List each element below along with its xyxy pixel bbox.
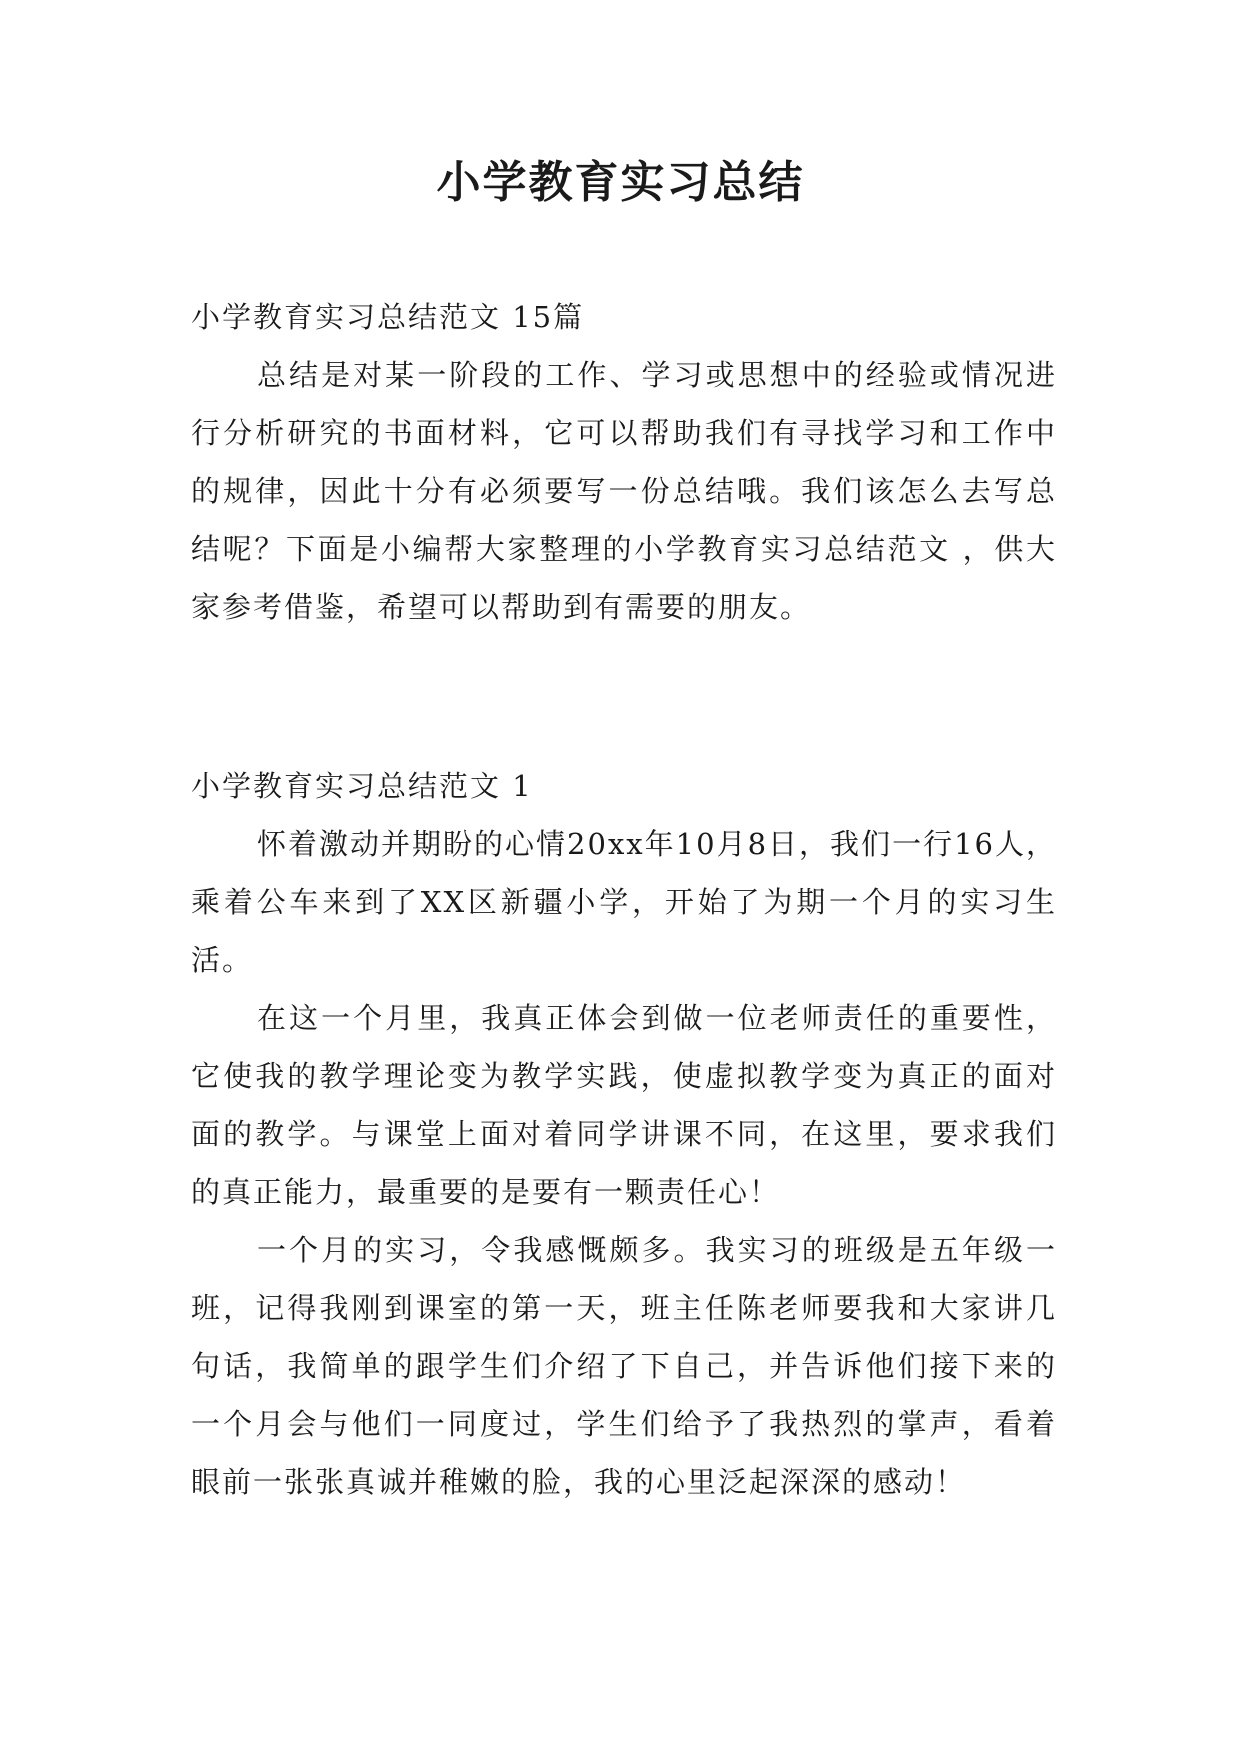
body-paragraph: 怀着激动并期盼的心情20xx年10月8日，我们一行16人，乘着公车来到了XX区新疆小学，开始了为期一个月的实习生活。 xyxy=(191,827,1057,977)
intro-section xyxy=(191,288,1057,636)
intro-heading: 小学教育实习总结范文 15篇 xyxy=(191,300,585,334)
essay-section-1 xyxy=(191,757,1057,1511)
body-paragraph: 在这一个月里，我真正体会到做一位老师责任的重要性，它使我的教学理论变为教学实践，使虚拟教学变为真正的面对面的教学。与课堂上面对着同学讲课不同，在这里，要求我们的真正能力，最重要的是要有一颗责任心！ xyxy=(191,1001,1057,1209)
section-heading: 小学教育实习总结范文 1 xyxy=(191,769,533,803)
document-title: 小学教育实习总结 xyxy=(436,157,805,208)
intro-paragraph: 总结是对某一阶段的工作、学习或思想中的经验或情况进行分析研究的书面材料，它可以帮助我们有寻找学习和工作中的规律，因此十分有必须要写一份总结哦。我们该怎么去写总结呢？下面是小编帮大家整理的小学教育实习总结范文 ，供大家参考借鉴，希望可以帮助到有需要的朋友。 xyxy=(191,358,1057,624)
body-paragraph: 一个月的实习，令我感慨颇多。我实习的班级是五年级一班，记得我刚到课室的第一天，班主任陈老师要我和大家讲几句话，我简单的跟学生们介绍了下自己，并告诉他们接下来的一个月会与他们一同度过，学生们给予了我热烈的掌声，看着眼前一张张真诚并稚嫩的脸，我的心里泛起深深的感动！ xyxy=(191,1233,1057,1499)
